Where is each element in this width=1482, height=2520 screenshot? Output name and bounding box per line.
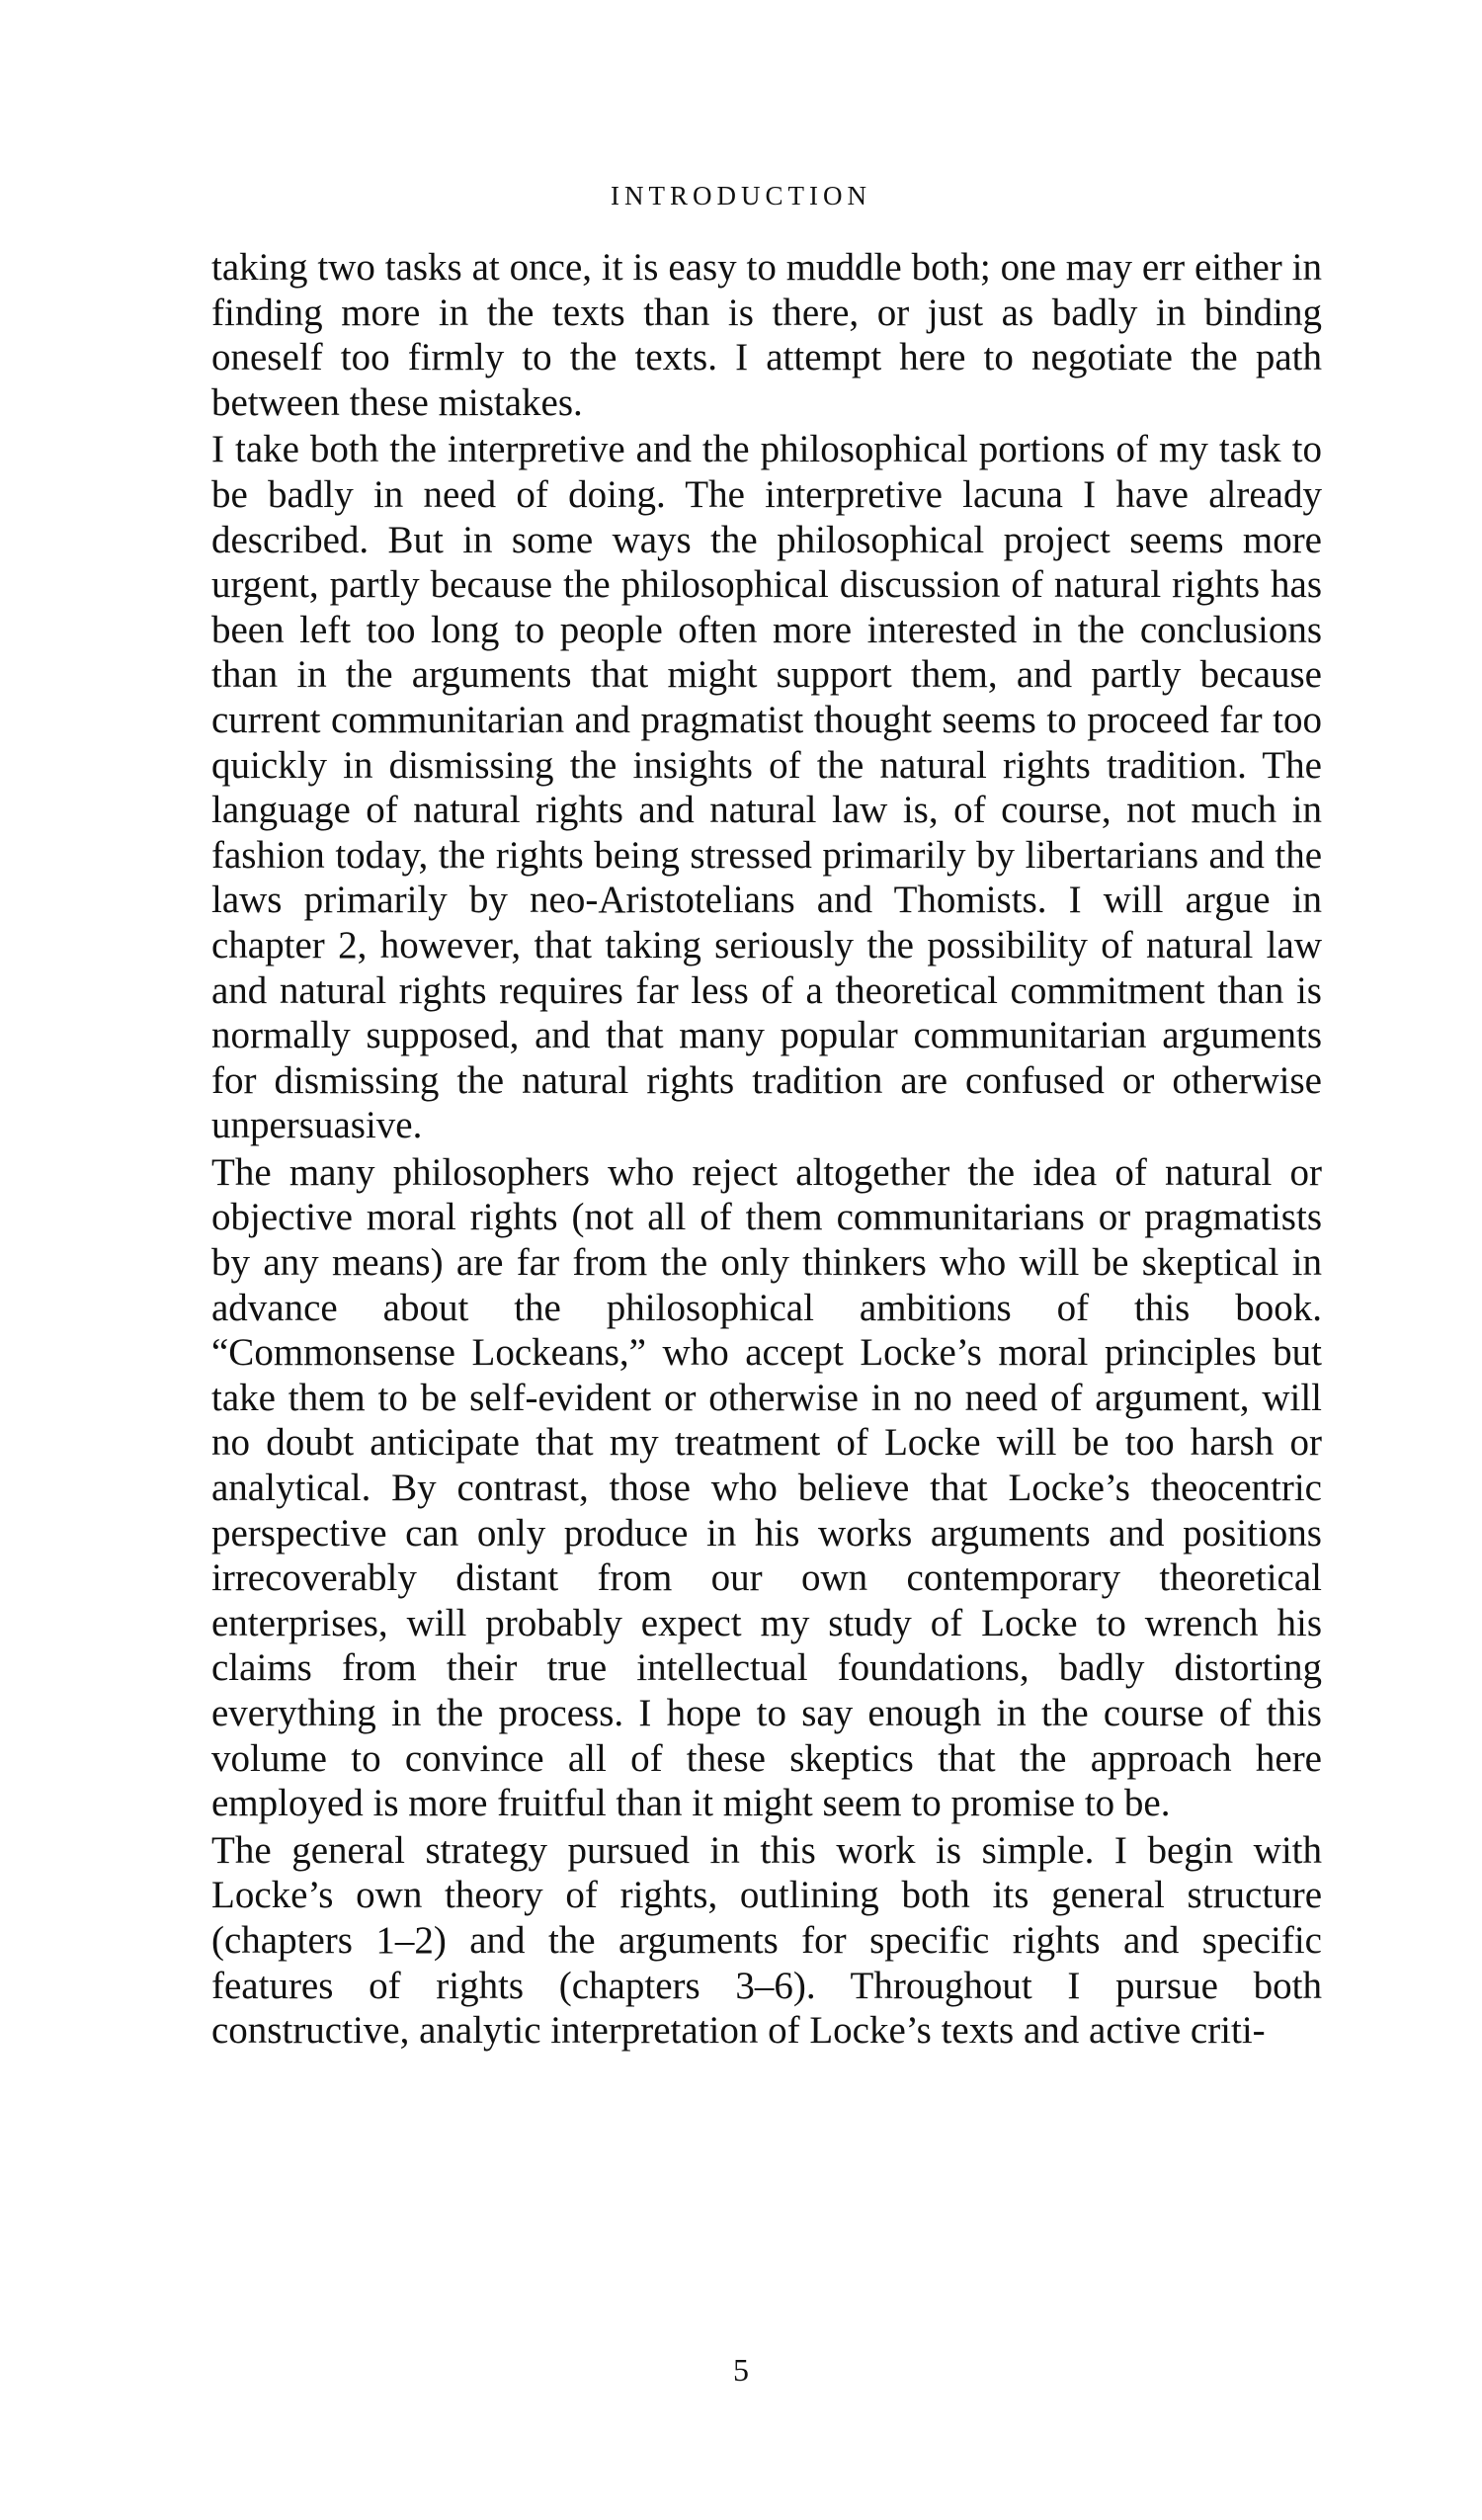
paragraph-2: I take both the interpretive and the philosophical portions of my task to be badly in need of doing. The interpretive lacuna I have already described. But in some ways the philosophical project seems more urgent, partly because the philosophical discussion of natural rights has been left too long to people often more interested in the conclusions than in the arguments that might support them, and partly because current communitarian and pragmatist thought seems to proceed far too quickly in dismissing the insights of the natural rights tradition. The language of natural rights and natural law is, of course, not much in fashion today, the rights being stressed primarily by libertarians and the laws primarily by neo-Aristotelians and Thomists. I will argue in chapter 2, however, that taking seriously the possibility of natural law and natural rights requires far less of a theoretical commitment than is normally supposed, and that many popular communitarian arguments for dismissing the natural rights tradition are confused or otherwise unpersuasive. <box>211 428 1322 1147</box>
paragraph-3: The many philosophers who reject altogether the idea of natural or objective moral rights (not all of them communitarians or pragmatists by any means) are far from the only thinkers who will be skeptical in advance about the philosophical ambitions of this book. “Commonsense Lockeans,” who accept Locke’s moral principles but take them to be self-evident or otherwise in no need of argument, will no doubt anticipate that my treatment of Locke will be too harsh or analytical. By contrast, those who believe that Locke’s theocentric perspective can only produce in his works arguments and positions irrecoverably distant from our own contemporary theoretical enterprises, will probably expect my study of Locke to wrench his claims from their true intellectual foundations, badly distorting everything in the process. I hope to say enough in the course of this volume to convince all of these skeptics that the approach here employed is more fruitful than it might seem to promise to be. <box>211 1150 1322 1825</box>
running-head: INTRODUCTION <box>611 181 871 210</box>
paragraph-1: taking two tasks at once, it is easy to muddle both; one may err either in finding more in the texts than is there, or just as badly in binding oneself too firmly to the texts. I attempt here to negotiate the path between these mistakes. <box>211 246 1322 424</box>
body-text <box>211 245 1322 2054</box>
page-number: 5 <box>733 2352 749 2388</box>
paragraph-4: The general strategy pursued in this work is simple. I begin with Locke’s own theory of rights, outlining both its general structure (chapters 1–2) and the arguments for specific rights and specific features of rights (chapters 3–6). Throughout I pursue both constructive, analytic interpretation of Locke’s texts and active criti- <box>211 1828 1322 2053</box>
